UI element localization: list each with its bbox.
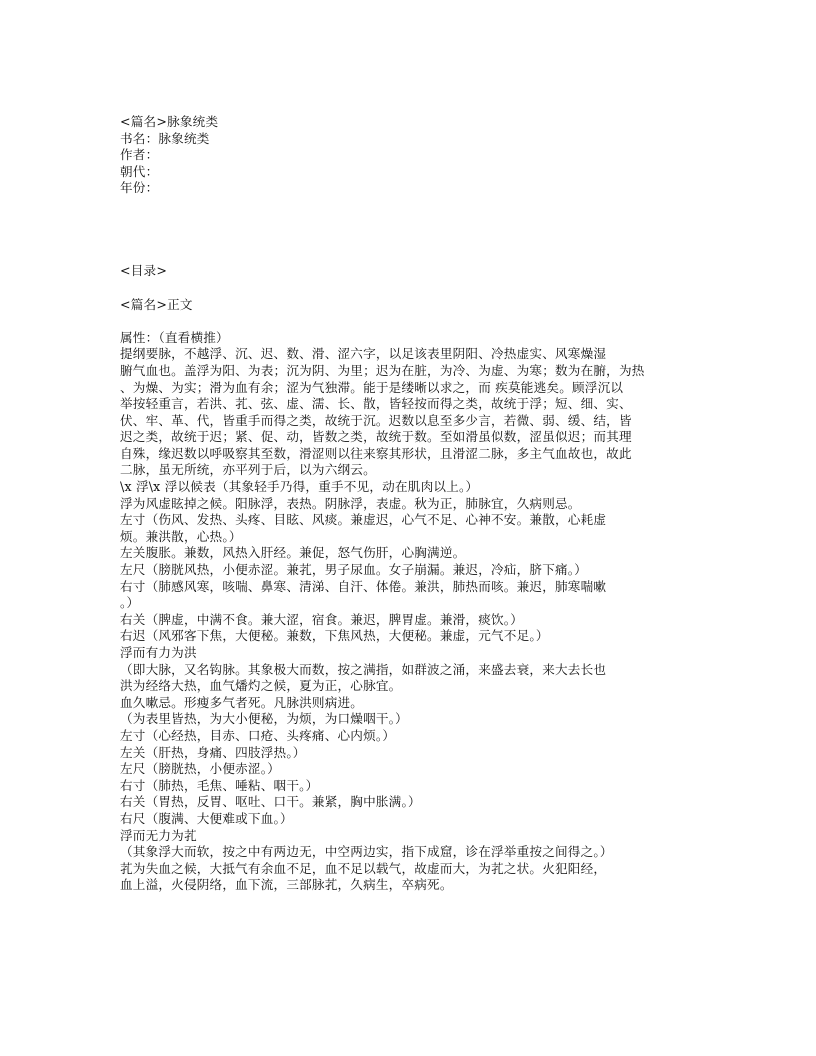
text-line: 血上溢，火侵阴络，血下流，三部脉芤，久病生，卒病死。 xyxy=(120,877,453,893)
text-line: 举按轻重言，若洪、芤、弦、虚、濡、长、散，皆轻按而得之类，故统于浮；短、细、实、 xyxy=(120,396,632,412)
text-line: （为表里皆热，为大小便秘，为烦，为口燥咽干。） xyxy=(120,711,408,727)
text-line: 左尺（膀胱热，小便赤涩。） xyxy=(120,761,281,777)
text-line: 左寸（伤风、发热、头疼、目眩、风痰。兼虚迟，心气不足、心神不安。兼散，心耗虚 xyxy=(120,512,607,528)
book-name: 书名：脉象统类 xyxy=(120,130,210,146)
text-line: 左关（肝热，身痛、四肢浮热。） xyxy=(120,744,306,760)
text-line: 迟之类，故统于迟；紧、促、动，皆数之类，故统于数。至如滑虽似数，涩虽似迟；而其理 xyxy=(120,429,632,445)
spacer xyxy=(120,247,710,264)
text-line: 血久嗽忌。形瘦多气者死。凡脉洪则病进。 xyxy=(120,694,364,710)
text-line: 左尺（膀胱风热，小便赤涩。兼芤，男子尿血。女子崩漏。兼迟，冷疝，脐下痛。） xyxy=(120,562,588,578)
author-field: 作者： xyxy=(120,147,159,163)
text-line: 右迟（风邪客下焦，大便秘。兼数，下焦风热，大便秘。兼虚，元气不足。） xyxy=(120,628,549,644)
section-heading: 浮而有力为洪 xyxy=(120,645,197,660)
body-header: <篇名>正文 xyxy=(120,296,193,312)
text-line: 提纲要脉，不越浮、沉、迟、数、滑、涩六字，以足该表里阴阳、冷热虚实、风寒燥湿 xyxy=(120,346,607,362)
text-line: 。） xyxy=(120,595,140,611)
spacer xyxy=(120,313,710,330)
text-line: 属性：（直看横推） xyxy=(120,329,229,345)
text-line: 芤为失血之候，大抵气有余血不足，血不足以载气，故虚而大，为芤之状。火犯阳经， xyxy=(120,860,607,876)
document-page xyxy=(120,114,710,894)
toc-label: <目录> xyxy=(120,263,168,279)
text-line: （其象浮大而软，按之中有两边无，中空两边实，指下成窟，诊在浮举重按之间得之。） xyxy=(120,844,613,860)
text-line: 、为燥、为实；滑为血有余；涩为气独滞。能于是缕晰以求之，而 疾莫能逃矣。顾浮沉以 xyxy=(120,379,624,395)
dynasty-field: 朝代： xyxy=(120,163,159,179)
text-line: 伏、牢、革、代，皆重手而得之类，故统于沉。迟数以息至多少言，若微、弱、缓、结，皆 xyxy=(120,412,632,428)
text-line: 浮为风虚眩掉之候。阳脉浮，表热。阴脉浮，表虚。秋为正，肺脉宜，久病则忌。 xyxy=(120,495,581,511)
year-field: 年份： xyxy=(120,180,159,196)
text-line: 右寸（肺感风寒，咳喘、鼻寒、清涕、自汗、体倦。兼洪，肺热而咳。兼迟，肺寒喘嗽 xyxy=(120,578,607,594)
text-line: 烦。兼洪散，心热。） xyxy=(120,528,242,544)
text-line: 二脉，虽无所统，亦平列于后，以为六纲云。 xyxy=(120,462,376,478)
text-line: \x 浮\x 浮以候表（其象轻手乃得，重手不见，动在肌肉以上。） xyxy=(120,479,479,495)
spacer xyxy=(120,230,710,247)
text-line: 右关（胃热，反胃、呕吐、口干。兼紧，胸中胀满。） xyxy=(120,794,421,810)
spacer xyxy=(120,214,710,231)
text-line: 腑气血也。盖浮为阳、为表；沉为阴、为里；迟为在脏，为冷、为虚、为寒；数为在腑，为热 xyxy=(120,362,645,378)
text-line: 洪为经络大热，血气燔灼之候，夏为正，心脉宜。 xyxy=(120,678,402,694)
text-line: 右关（脾虚，中满不食。兼大涩，宿食。兼迟，脾胃虚。兼滑，痰饮。） xyxy=(120,611,524,627)
spacer xyxy=(120,197,710,214)
spacer xyxy=(120,280,710,297)
text-line: 右寸（肺热，毛焦、唾粘、咽干。） xyxy=(120,777,319,793)
section-heading: 浮而无力为芤 xyxy=(120,827,197,843)
chapter-tag: <篇名>脉象统类 xyxy=(120,114,219,129)
body-text xyxy=(120,330,710,894)
text-line: （即大脉，又名钩脉。其象极大而数，按之满指，如群波之涌，来盛去衰，来大去长也 xyxy=(120,661,607,677)
text-line: 右尺（腹满、大便难或下血。） xyxy=(120,810,293,826)
text-line: 左关腹胀。兼数，风热入肝经。兼促，怒气伤肝，心胸满逆。 xyxy=(120,545,466,561)
text-line: 左寸（心经热，目赤、口疮、头疼痛、心内烦。） xyxy=(120,727,396,743)
text-line: 自殊，缘迟数以呼吸察其至数，滑涩则以往来察其形状，且滑涩二脉，多主气血故也，故此 xyxy=(120,445,632,461)
